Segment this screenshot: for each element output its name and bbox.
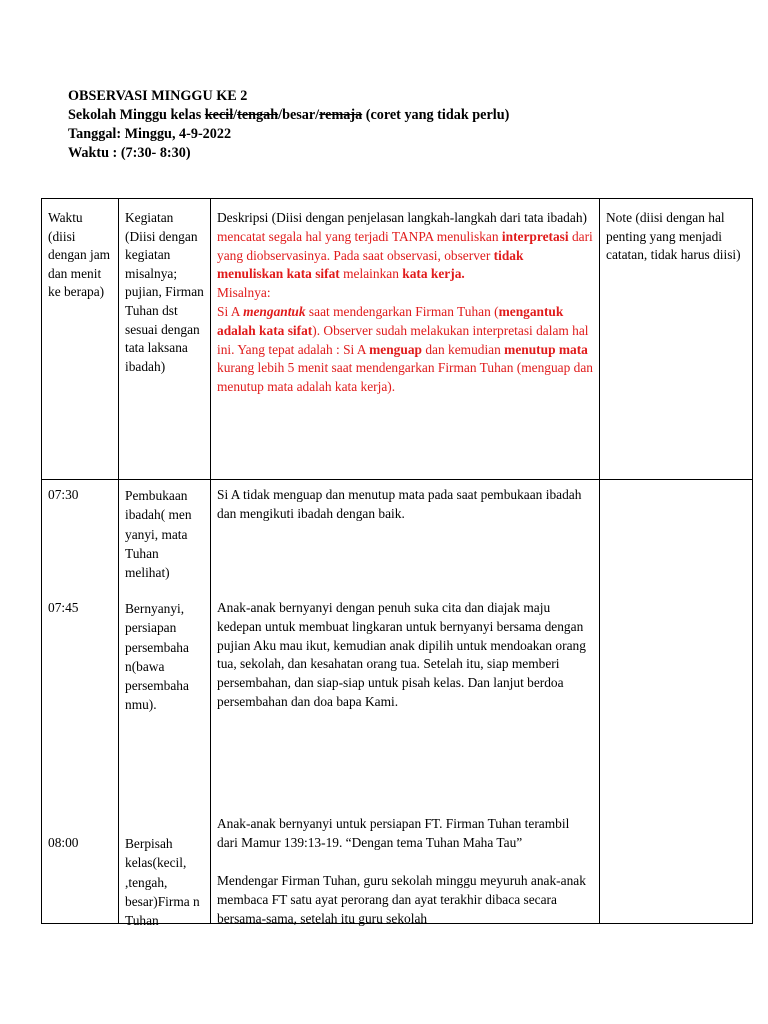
class-sep: / [233, 107, 238, 123]
row-1-description: Si A tidak menguap dan menutup mata pada saat pembukaan ibadah dan mengikuti ibadah dengan baik. [217, 487, 582, 521]
class-suffix: (coret yang tidak perlu) [362, 107, 510, 123]
class-besar: /besar/ [278, 107, 320, 123]
row-2-activity: Bernyanyi, persiapan persembaha n(bawa persembaha nmu). [125, 601, 189, 713]
time-cell [42, 480, 119, 924]
row-1-activity: Pembukaan ibadah( men yanyi, mata Tuhan melihat) [125, 488, 192, 581]
col-header-note: Note (diisi dengan hal penting yang menjadi catatan, tidak harus diisi) [600, 199, 753, 480]
deskripsi-heading: Deskripsi (Diisi dengan penjelasan langkah-langkah dari tata ibadah) [217, 210, 587, 225]
row-2-description: Anak-anak bernyanyi dengan penuh suka cita dan diajak maju kedepan untuk membuat lingkaran untuk bernyanyi bersama dengan pujian Aku mau ikut, kemudian anak dipilih untuk mendoakan orang tua, sekolah, dan kesahatan orang tua. Setelah itu, siap memberi persembahan, dan siap-siap untuk pisah kelas. Dan lanjut berdoa persembahan dan doa bapa Kami. [217, 600, 586, 709]
time-line: Waktu : (7:30- 8:30) [68, 145, 191, 161]
row-3-description-a: Anak-anak bernyanyi untuk persiapan FT. Firman Tuhan terambil dari Mamur 139:13-19. “Dengan tema Tuhan Maha Tau” [217, 816, 570, 850]
table-row [42, 480, 753, 924]
instruction-paragraph-1: mencatat segala hal yang terjadi TANPA menuliskan interpretasi dari yang diobservasinya. Pada saat observasi, observer tidak menuliskan kata sifat melainkan kata kerja. [217, 228, 593, 282]
table-header-row [42, 199, 753, 480]
description-cell [211, 480, 600, 924]
col-header-deskripsi [211, 199, 600, 480]
observation-table [41, 198, 753, 929]
instruction-paragraph-2: Misalnya: [217, 285, 271, 301]
instruction-paragraph-3: Si A mengantuk saat mendengarkan Firman Tuhan (mengantuk adalah kata sifat). Observer sudah melakukan interpretasi dalam hal ini. Yang tepat adalah : Si A menguap dan kemudian menutup mata kurang lebih 5 menit saat mendengarkan Firman Tuhan (menguap dan menutup mata adalah kata kerja). [217, 303, 593, 395]
note-cell [600, 480, 753, 924]
row-3-time: 08:00 [48, 835, 79, 850]
class-remaja-struck: remaja [319, 107, 363, 123]
class-line [68, 106, 509, 125]
col-header-kegiatan: Kegiatan (Diisi dengan kegiatan misalnya; pujian, Firman Tuhan dst sesuai dengan tata laksana ibadah) [119, 199, 211, 480]
row-3-description-b: Mendengar Firman Tuhan, guru sekolah minggu meyuruh anak-anak membaca FT satu ayat perorang dan ayat terakhir dibaca secara bersama-sama, setelah itu guru sekolah [217, 873, 586, 926]
row-2-time: 07:45 [48, 600, 79, 615]
activity-cell [119, 480, 211, 929]
class-tengah-struck: tengah [237, 107, 279, 123]
document-title: OBSERVASI MINGGU KE 2 [68, 88, 248, 104]
class-prefix: Sekolah Minggu kelas [68, 107, 205, 123]
col-header-waktu: Waktu (diisi dengan jam dan menit ke berapa) [42, 199, 119, 480]
class-kecil-struck: kecil [204, 107, 234, 123]
document-header [68, 87, 509, 163]
row-3-activity: Berpisah kelas(kecil, ,tengah, besar)Firma n Tuhan [125, 836, 200, 929]
date-line: Tanggal: Minggu, 4-9-2022 [68, 126, 232, 142]
row-1-time: 07:30 [48, 487, 79, 502]
